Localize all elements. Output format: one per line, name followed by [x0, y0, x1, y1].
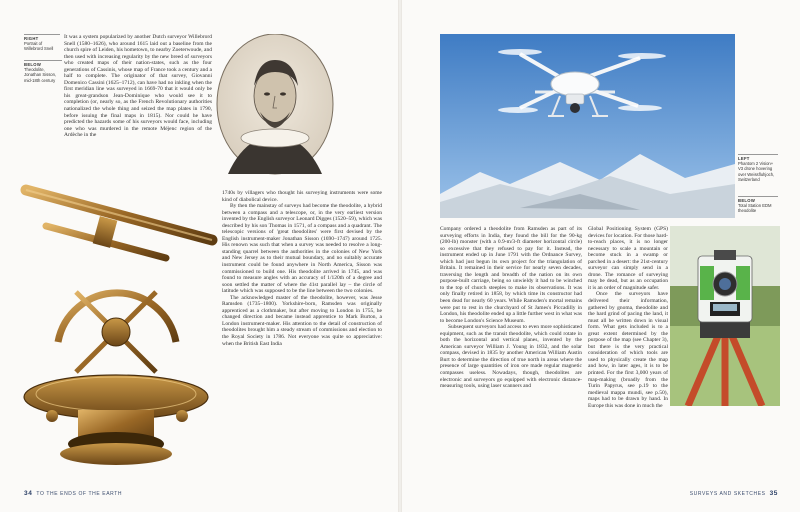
caption-label: BELOW: [24, 62, 42, 67]
caption-drone: [738, 154, 778, 182]
left-footer: [24, 490, 122, 497]
left-text-column-1: [64, 34, 212, 139]
caption-rule: [738, 154, 778, 155]
caption-text: Theodolite, Jonathan Sisson, mid-18th century: [24, 67, 57, 83]
right-text-column-1: [440, 226, 582, 390]
caption-theodolite: [24, 60, 62, 83]
running-head: SURVEYS AND SKETCHES: [689, 491, 766, 497]
caption-text: Portrait of Willebrord Snell: [24, 41, 54, 52]
paragraph: Company ordered a theodolite from Ramsden as part of its surveying efforts in India, they found the bill for the 90-kg (200-lb) monster (with a 0.9-m/3-ft diameter horizontal circle) so excessive that they refused to pay for it. Instead, the instrument ended up in June 1791 with the Ordnance Survey, which had just begun its own project for the triangulation of Britain. It remained in their service for nearly seven decades, traversing the length and breadth of the nation on its own purpose-built carriage, being so unwieldy it had to be winched to the top of church steeples to make its observations. It was only finally retired in 1858, by which time its constructor had been dead for nearly 60 years. While Ramsden's mortal remains were put to rest in the churchyard of St James's Piccadilly in London, his theodolite ended up a little further west in what was to become London's Science Museum.: [440, 226, 582, 324]
caption-rule: [24, 34, 60, 35]
paragraph: The acknowledged master of the theodolite, however, was Jesse Ramsden (1735–1800). Yorkshire-born, Ramsden was originally apprenticed as a clothmaker, but after moving to London in 1755, he changed direction and became instead apprentice to Mark Burton, a London instrument-maker. His attention to the detail of construction of theodolites brought him a steady stream of commissions and election to the Royal Society in 1786. Not everyone was quite so appreciative: when the British East India: [222, 294, 382, 347]
caption-rule: [24, 60, 62, 61]
paragraph: 1740s by villagers who thought his surveying instruments were some kind of diabolical device.: [222, 190, 382, 203]
total-station-photo: [670, 226, 780, 406]
caption-label: RIGHT: [24, 36, 39, 41]
caption-text: Phantom 2 Vision+ V3 drone hovering over Weissfluhjoch, Switzerland: [738, 161, 775, 182]
right-text-column-2: [588, 226, 668, 409]
brass-theodolite-illustration: [16, 172, 226, 477]
right-page: [402, 0, 800, 512]
paragraph: Subsequent surveyors had access to even more sophisticated equipment, such as the transit theodolite, which could rotate in both the horizontal and vertical planes, invented by the American surveyor William J. Young in 1832, and the solar compass, devised in 1835 by another American William Austin Burt to determine the direction of true north in areas where the presence of large quantities of iron ore made regular magnetic compasses useless. Nowadays, though, theodolites are electronic and surveyors go equipped with electronic distance-measuring tools, using laser scanners and: [440, 324, 582, 390]
caption-label: BELOW: [738, 198, 756, 203]
paragraph: By then the mainstay of surveys had become the theodolite, a hybrid between a compass and a telescope, or, in the very earliest version invented by the English surveyor Leonard Digges (1520–59), which was described by his son Thomas in 1571, of a compass and a quadrant. The telescopic versions of 'great theodolites' were first devised by the English instrument-maker Jonathan Sisson (1690–1747) around 1725. His renown was such that when a survey was needed to resolve a long-standing quarrel between the authorities in the colonies of New York and New Jersey as to their mutual boundary, and no suitably accurate instrument could be found anywhere in North America, Sisson was commissioned to build one. His theodolite arrived in 1745, and was found to measure angles with an accuracy of 1/120th of a degree and soon settled the matter of where the 41st parallel lay – the circle of latitude which was supposed to be the line between the two colonies.: [222, 203, 382, 295]
page-number: 34: [24, 490, 33, 497]
engraved-portrait-illustration: [214, 34, 336, 182]
left-text-column-2: [222, 190, 382, 347]
drone-photo: [440, 34, 735, 218]
caption-text: Total Station EDM theodolite: [738, 203, 772, 214]
caption-total-station: [738, 196, 778, 214]
caption-rule: [738, 196, 778, 197]
snell-portrait-image: [214, 34, 336, 182]
caption-portrait: [24, 34, 60, 52]
left-page: [0, 0, 398, 512]
caption-label: LEFT: [738, 156, 750, 161]
total-station-illustration: [670, 226, 780, 406]
page-number: 35: [769, 490, 778, 497]
paragraph: Once the surveyors have delivered their information, gathered by gnoma, theodolite and the hard grind of pacing the land, it must all be written down in visual form. What gets included is to a great extent determined by the purpose of the map (see Chapter 3), but there is the very practical consideration of which tools are used to physically create the map and how, in later ages, it is to be printed. For the first 3,000 years of map-making (broadly from the Turin Papyrus, see p.19 to the medieval mappa mundi, see p.50), maps had to be drawn by hand. In Europe this was done in much the: [588, 291, 668, 409]
theodolite-photo: [16, 172, 226, 477]
running-head: TO THE ENDS OF THE EARTH: [36, 491, 123, 497]
paragraph: Global Positioning System (GPS) devices for location. For those hard-to-reach places, it is no longer necessary to scale a mountain or become stuck in a swamp or parched in a desert: the 21st-century surveyor can simply send in a drone. The romance of surveying may be dead, but as an occupation it is an order of magnitude safer.: [588, 226, 668, 291]
paragraph: It was a system popularized by another Dutch surveyor Willebrord Snell (1580–1626), who around 1615 laid out a baseline from the church spire of Leiden, his hometown, to nearby Zoeterwoude, and then used with increasing regularity by the new breed of surveyors who created maps of their nation-states, such as the four generations of Cassinis, whose map of France took a century and a half to complete. The originator of that survey, Giovanni Domenico Cassini (1625–1712), can have had no inkling when the first meridian line was surveyed in 1669-70 that it would only be his great-grandson Jean-Dominique who would see it to completion (or, nearly so, as the French Revolutionary authorities nationalized the whole thing and seized the map plates in 1790, before issuing the final maps in 1815). Nor could he have predicted the hazards some of his surveyors would face, including one who was murdered in the remote Méjenc region of the Ardèche in the: [64, 34, 212, 139]
drone-over-mountains-illustration: [440, 34, 735, 218]
right-footer: [690, 490, 778, 497]
